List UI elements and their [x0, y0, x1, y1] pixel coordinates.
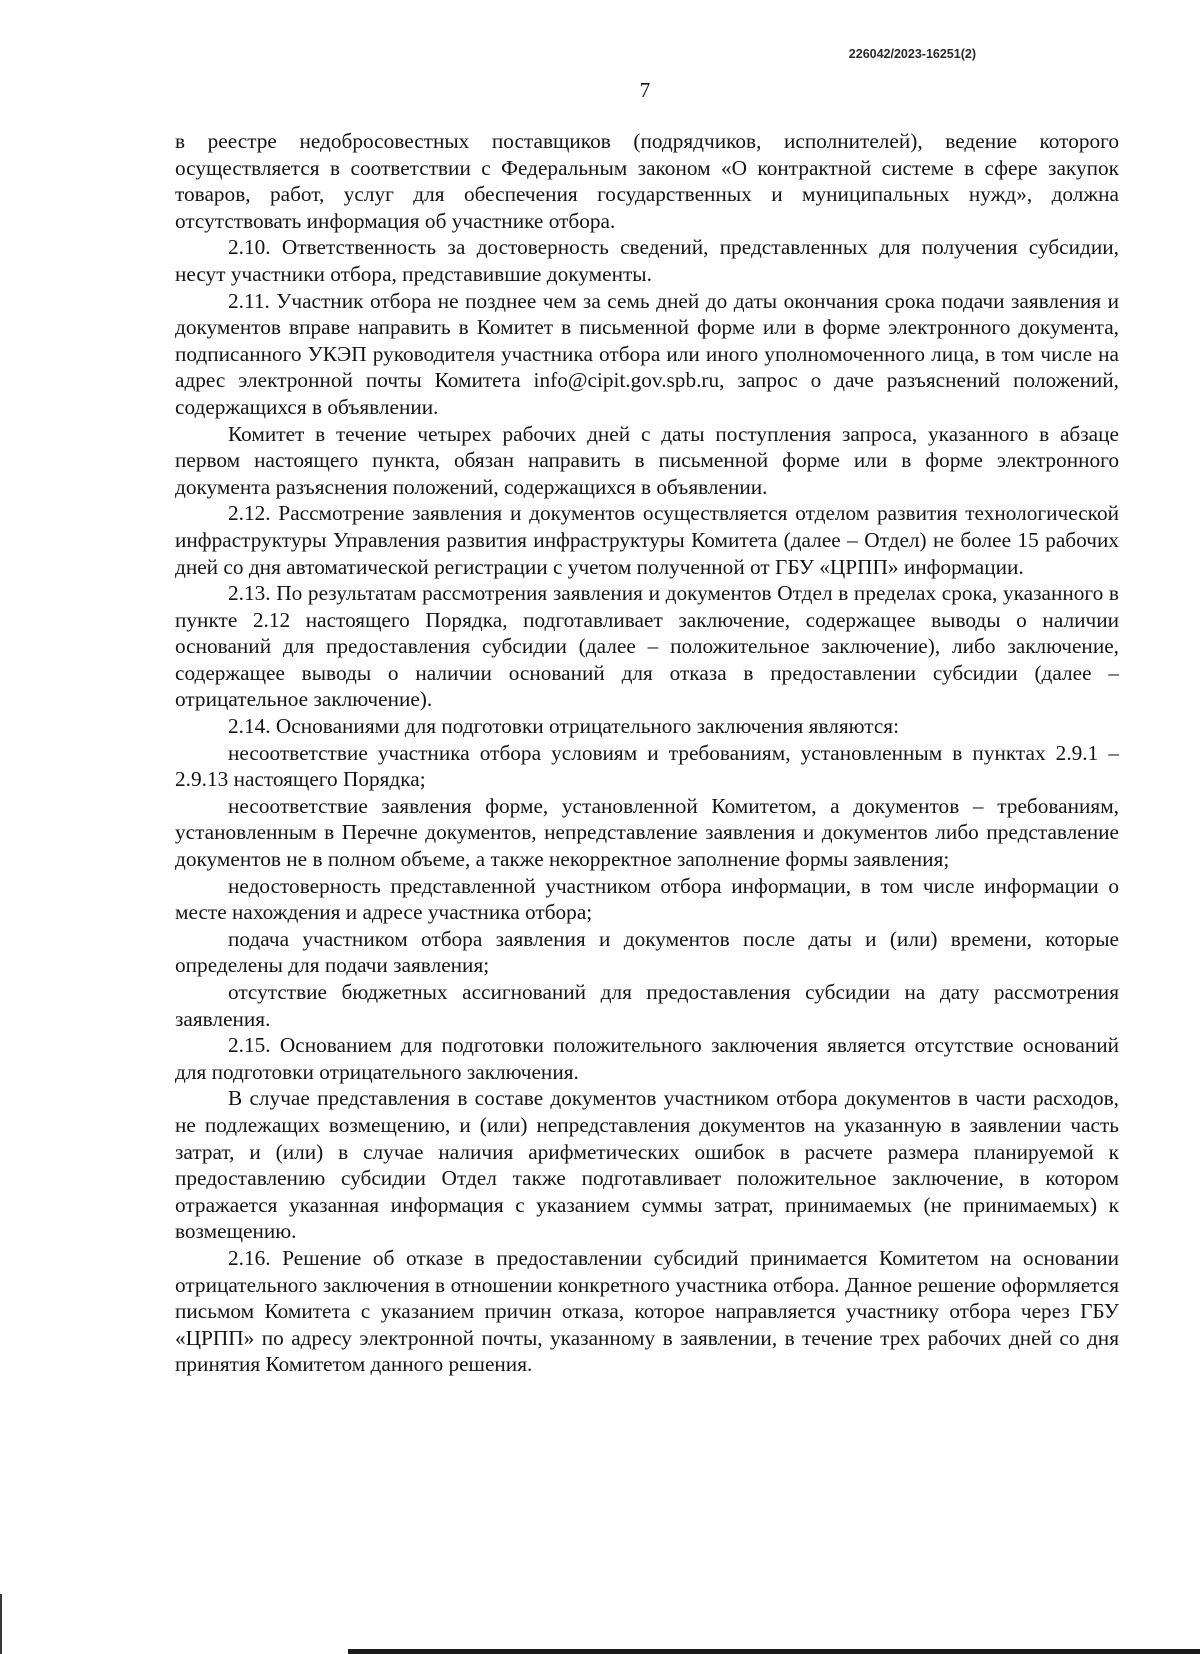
paragraph-2-12: 2.12. Рассмотрение заявления и документов осуществляется отделом развития технологической инфраструктуры Управления развития инфраструктуры Комитета (далее – Отдел) не более 15 рабочих дней со дня автоматической регистрации с учетом полученной от ГБУ «ЦРПП» информации.: [175, 501, 1119, 579]
paragraph-continuation: в реестре недобросовестных поставщиков (подрядчиков, исполнителей), ведение которого осуществляется в соответствии с Федеральным законом «О контрактной системе в сфере закупок товаров, работ, услуг для обеспечения государственных и муниципальных нужд», должна отсутствовать информация об участнике отбора.: [175, 129, 1119, 233]
list-item-ground: отсутствие бюджетных ассигнований для предоставления субсидии на дату рассмотрения заявления.: [175, 980, 1119, 1031]
scan-edge-left: [0, 1594, 2, 1654]
list-item-ground: недостоверность представленной участником отбора информации, в том числе информации о месте нахождения и адресе участника отбора;: [175, 873, 1119, 925]
list-item-ground: несоответствие заявления форме, установленной Комитетом, а документов – требованиям, установленным в Перечне документов, непредставление заявления и документов либо представление документов не в полном объеме, а также некорректное заполнение формы заявления;: [175, 793, 1119, 872]
list-item-ground: подача участником отбора заявления и документов после даты и (или) времени, которые определены для подачи заявления;: [175, 926, 1119, 978]
list-item-ground: несоответствие участника отбора условиям и требованиям, установленным в пунктах 2.9.1 – 2.9.13 настоящего Порядка;: [175, 740, 1119, 792]
paragraph-2-16: 2.16. Решение об отказе в предоставлении субсидий принимается Комитетом на основании отрицательного заключения в отношении конкретного участника отбора. Данное решение оформляется письмом Комитета с указанием причин отказа, которое направляется участнику отбора через ГБУ «ЦРПП» по адресу электронной почты, указанному в заявлении, в течение трех рабочих дней со дня принятия Комитетом данного решения.: [175, 1245, 1119, 1377]
paragraph-2-11-committee-response: Комитет в течение четырех рабочих дней с даты поступления запроса, указанного в абзаце первом настоящего пункта, обязан направить в письменной форме или в форме электронного документа разъяснения положений, содержащихся в объявлении.: [175, 421, 1119, 499]
scan-edge-bottom: [348, 1649, 1200, 1654]
paragraph-2-15: 2.15. Основанием для подготовки положительного заключения является отсутствие оснований для подготовки отрицательного заключения.: [175, 1033, 1119, 1084]
paragraph-2-13: 2.13. По результатам рассмотрения заявления и документов Отдел в пределах срока, указанного в пункте 2.12 настоящего Порядка, подготавливает заключение, содержащее выводы о наличии оснований для предоставления субсидии (далее – положительное заключение), либо заключение, содержащее выводы о наличии оснований для отказа в предоставлении субсидии (далее – отрицательное заключение).: [175, 581, 1119, 712]
document-body: [175, 128, 1119, 1378]
document-registration-number: 226042/2023-16251(2): [848, 47, 976, 61]
paragraph-2-11: 2.11. Участник отбора не позднее чем за семь дней до даты окончания срока подачи заявления и документов вправе направить в Комитет в письменной форме или в форме электронного документа, подписанного УКЭП руководителя участника отбора или иного уполномоченного лица, в том числе на адрес электронной почты Комитета info@cipit.gov.spb.ru, запрос о даче разъяснений положений, содержащихся в объявлении.: [175, 288, 1119, 419]
paragraph-2-15-cases: В случае представления в составе документов участником отбора документов в части расходов, не подлежащих возмещению, и (или) непредставления документов на указанную в заявлении часть затрат, и (или) в случае наличия арифметических ошибок в расчете размера планируемой к предоставлению субсидии Отдел также подготавливает положительное заключение, в котором отражается указанная информация с указанием суммы затрат, принимаемых (не принимаемых) к возмещению.: [175, 1086, 1119, 1244]
paragraph-2-10: 2.10. Ответственность за достоверность сведений, представленных для получения субсидии, несут участники отбора, представившие документы.: [175, 235, 1119, 286]
paragraph-2-14: 2.14. Основаниями для подготовки отрицательного заключения являются:: [228, 714, 900, 739]
page-number: 7: [639, 78, 651, 102]
